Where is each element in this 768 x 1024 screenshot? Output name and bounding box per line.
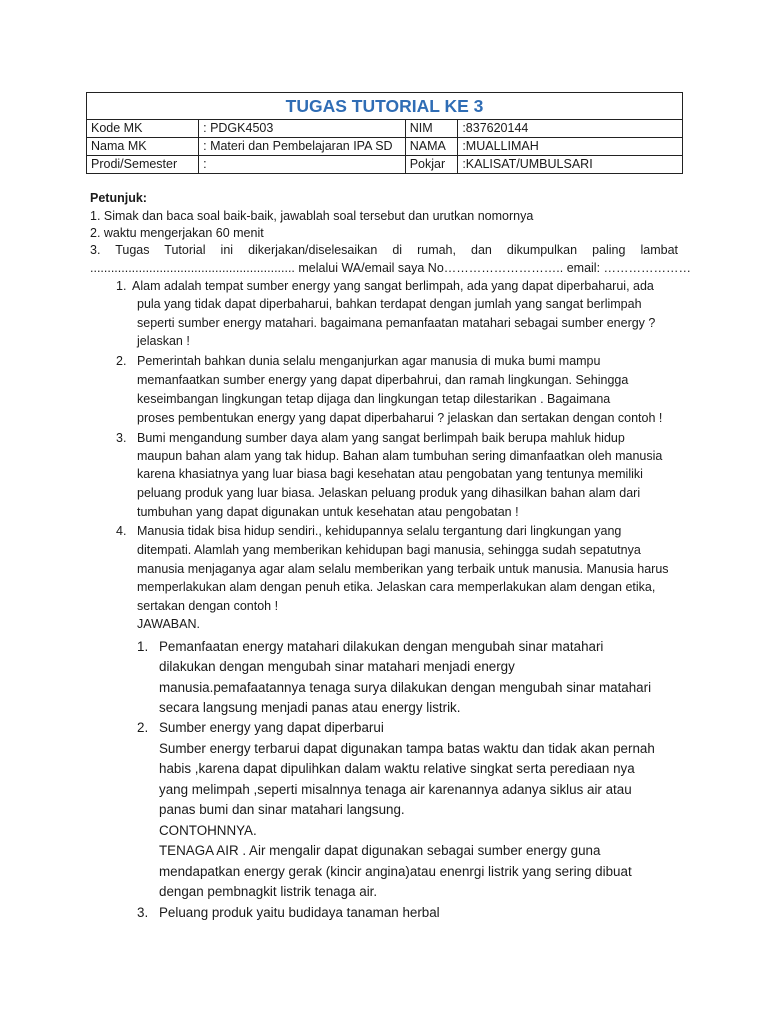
answer-line: secara langsung menjadi panas atau energy listrik. (159, 700, 461, 715)
header-row (87, 138, 683, 156)
value-prodi-semester: : (199, 156, 406, 174)
question-line: memperlakukan alam dengan penuh etika. Jelaskan cara memperlakukan alam dengan etika, (137, 580, 656, 594)
answer-line: dengan pembnagkit listrik tenaga air. (159, 884, 378, 899)
answers-heading: JAWABAN. (137, 617, 200, 631)
answer-line: CONTOHNNYA. (159, 823, 257, 838)
instruction-line: 3. Tugas Tutorial ini dikerjakan/diselesaikan di rumah, dan dikumpulkan paling lambat (90, 243, 678, 257)
document-title: TUGAS TUTORIAL KE 3 (87, 93, 683, 120)
question-line: jelaskan ! (137, 334, 190, 348)
question-line: ditempati. Alamlah yang memberikan kehidupan bagi manusia, sehingga sudah sepatutnya (137, 543, 641, 557)
answer-line: dilakukan dengan mengubah sinar matahari menjadi energy (159, 659, 515, 674)
question-line: manusia menjaganya agar alam selalu memberikan yang terbaik untuk manusia. Manusia harus (137, 562, 669, 576)
question-line: peluang produk yang luar biasa. Jelaskan peluang produk yang dihasilkan bahan alam dari (137, 486, 641, 500)
header-table (86, 92, 683, 174)
answer-line: mendapatkan energy gerak (kincir angina)atau enenrgi listrik yang sering dibuat (159, 864, 632, 879)
header-row (87, 120, 683, 138)
answer-line: Sumber energy yang dapat diperbarui (159, 720, 384, 735)
instruction-line: ........................................................... melalui WA/email saya No……………………….. email: ………………… (90, 261, 692, 275)
instructions-heading: Petunjuk: (90, 191, 147, 205)
question-line: keseimbangan lingkungan tetap dijaga dan lingkungan tetap dilestarikan . Bagaimana (137, 392, 611, 406)
question-line: sertakan dengan contoh ! (137, 599, 279, 613)
answer-line: Sumber energy terbarui dapat digunakan tampa batas waktu dan tidak akan pernah (159, 741, 655, 756)
answer-line: habis ,karena dapat dipulihkan dalam waktu relative singkat serta perediaan nya (159, 761, 635, 776)
label-pokjar: Pokjar (405, 156, 458, 174)
question-line: Alam adalah tempat sumber energy yang sangat berlimpah, ada yang dapat diperbaharui, ada (132, 279, 654, 293)
question-number: 2. (116, 354, 127, 368)
question-line: memanfaatkan sumber energy yang dapat diperbahrui, dan ramah lingkungan. Sehingga (137, 373, 629, 387)
question-number: 4. (116, 524, 127, 538)
header-row (87, 156, 683, 174)
instruction-line: 2. waktu mengerjakan 60 menit (90, 226, 264, 240)
label-nama: NAMA (405, 138, 458, 156)
value-nama: :MUALLIMAH (458, 138, 683, 156)
label-nim: NIM (405, 120, 458, 138)
value-nama-mk: : Materi dan Pembelajaran IPA SD (199, 138, 406, 156)
question-line: tumbuhan yang dapat digunakan untuk kesehatan atau pengobatan ! (137, 505, 519, 519)
value-pokjar: :KALISAT/UMBULSARI (458, 156, 683, 174)
value-nim: :837620144 (458, 120, 683, 138)
answer-line: panas bumi dan sinar matahari langsung. (159, 802, 405, 817)
question-line: karena khasiatnya yang luar biasa bagi kesehatan atau pengobatan yang tentunya memiliki (137, 467, 643, 481)
question-number: 1. (116, 279, 127, 293)
answer-line: Pemanfaatan energy matahari dilakukan dengan mengubah sinar matahari (159, 639, 604, 654)
question-line: maupun bahan alam yang tak hidup. Bahan alam tumbuhan sering dimanfaatkan oleh manusia (137, 449, 663, 463)
answer-number: 2. (137, 720, 149, 735)
answer-number: 1. (137, 639, 149, 654)
label-prodi-semester: Prodi/Semester (87, 156, 199, 174)
instruction-line: 1. Simak dan baca soal baik-baik, jawablah soal tersebut dan urutkan nomornya (90, 209, 534, 223)
answer-line: manusia.pemafaatannya tenaga surya dilakukan dengan mengubah sinar matahari (159, 680, 652, 695)
answer-line: yang melimpah ,seperti misalnnya tenaga air karenannya adanya siklus air atau (159, 782, 632, 797)
answer-line: Peluang produk yaitu budidaya tanaman herbal (159, 905, 440, 920)
question-line: Manusia tidak bisa hidup sendiri., kehidupannya selalu tergantung dari lingkungan yang (137, 524, 622, 538)
label-nama-mk: Nama MK (87, 138, 199, 156)
question-line: proses pembentukan energy yang dapat diperbaharui ? jelaskan dan sertakan dengan contoh ! (137, 411, 663, 425)
label-kode-mk: Kode MK (87, 120, 199, 138)
answer-number: 3. (137, 905, 149, 920)
question-line: Pemerintah bahkan dunia selalu menganjurkan agar manusia di muka bumi mampu (137, 354, 601, 368)
question-line: pula yang tidak dapat diperbaharui, bahkan terdapat dengan jumlah yang sangat berlimpah (137, 297, 642, 311)
question-number: 3. (116, 431, 127, 445)
value-kode-mk: : PDGK4503 (199, 120, 406, 138)
question-line: Bumi mengandung sumber daya alam yang sangat berlimpah baik berupa mahluk hidup (137, 431, 625, 445)
answer-line: TENAGA AIR . Air mengalir dapat digunakan sebagai sumber energy guna (159, 843, 601, 858)
question-line: seperti sumber energy matahari. bagaimana pemanfaatan matahari sebagai sumber energy ? (137, 316, 656, 330)
